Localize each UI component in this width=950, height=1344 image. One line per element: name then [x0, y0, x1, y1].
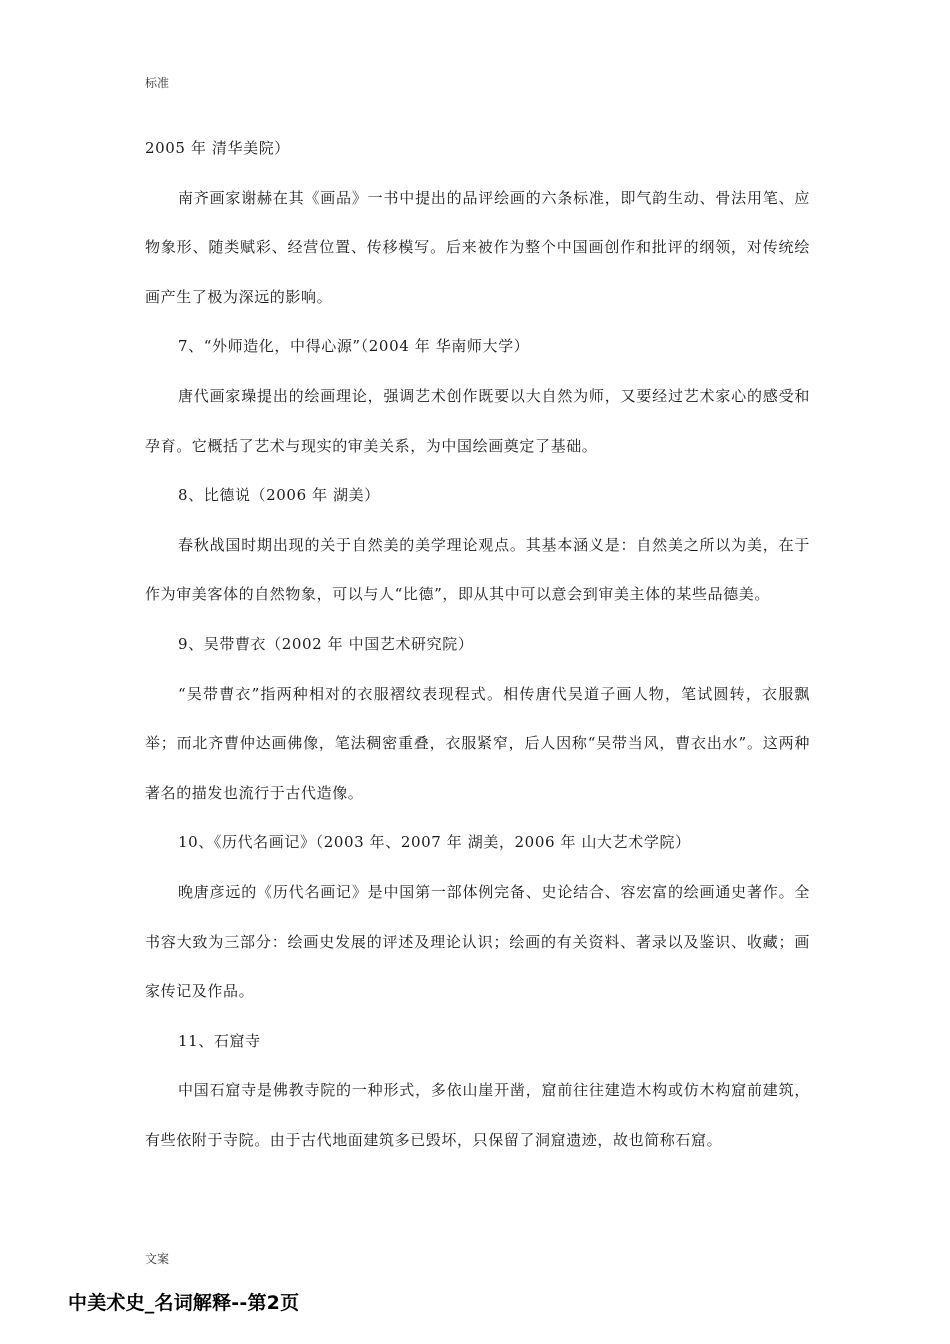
- paragraph: 春秋战国时期出现的关于自然美的美学理论观点。其基本涵义是：自然美之所以为美，在于作为审美客体的自然物象，可以与人“比德”，即从其中可以意会到审美主体的某些品德美。: [145, 535, 810, 604]
- section-heading: 11、石窟寺: [178, 1031, 261, 1050]
- paragraph: 南齐画家谢赫在其《画品》一书中提出的品评绘画的六条标准，即气韵生动、骨法用笔、应物象形、随类赋彩、经营位置、传移模写。后来被作为整个中国画创作和批评的纲领，对传统绘画产生了极为深远的影响。: [145, 188, 810, 306]
- section-heading: 10、《历代名画记》（2003 年、2007 年 湖美，2006 年 山大艺术学院）: [178, 833, 691, 852]
- section-heading: 8、比德说（2006 年 湖美）: [178, 486, 380, 505]
- body-content: [145, 124, 810, 1165]
- section-heading: 9、吴带曹衣（2002 年 中国艺术研究院）: [178, 634, 474, 653]
- page-footer-label: 文案: [145, 1252, 170, 1266]
- document-title: 中美术史_名词解释--第2页: [68, 1292, 300, 1314]
- paragraph: “吴带曹衣”指两种相对的衣服褶纹表现程式。相传唐代吴道子画人物，笔试圆转，衣服飘举；而北齐曹仲达画佛像，笔法稠密重叠，衣服紧窄，后人因称“吴带当风，曹衣出水”。这两种著名的描发也流行于古代造像。: [145, 684, 810, 802]
- paragraph: 晚唐彦远的《历代名画记》是中国第一部体例完备、史论结合、容宏富的绘画通史著作。全书容大致为三部分：绘画史发展的评述及理论认识；绘画的有关资料、著录以及鉴识、收藏；画家传记及作品。: [145, 882, 810, 1001]
- paragraph: 中国石窟寺是佛教寺院的一种形式，多依山崖开凿，窟前往往建造木构或仿木构窟前建筑，有些依附于寺院。由于古代地面建筑多已毁坏，只保留了洞窟遗迹，故也简称石窟。: [145, 1081, 810, 1149]
- section-heading: 7、“外师造化，中得心源”（2004 年 华南师大学）: [178, 337, 530, 356]
- paragraph: 2005 年 清华美院）: [145, 139, 290, 157]
- paragraph: 唐代画家璪提出的绘画理论，强调艺术创作既要以大自然为师，又要经过艺术家心的感受和孕育。它概括了艺术与现实的审美关系，为中国绘画奠定了基础。: [145, 386, 810, 455]
- page-header-label: 标准: [145, 76, 170, 90]
